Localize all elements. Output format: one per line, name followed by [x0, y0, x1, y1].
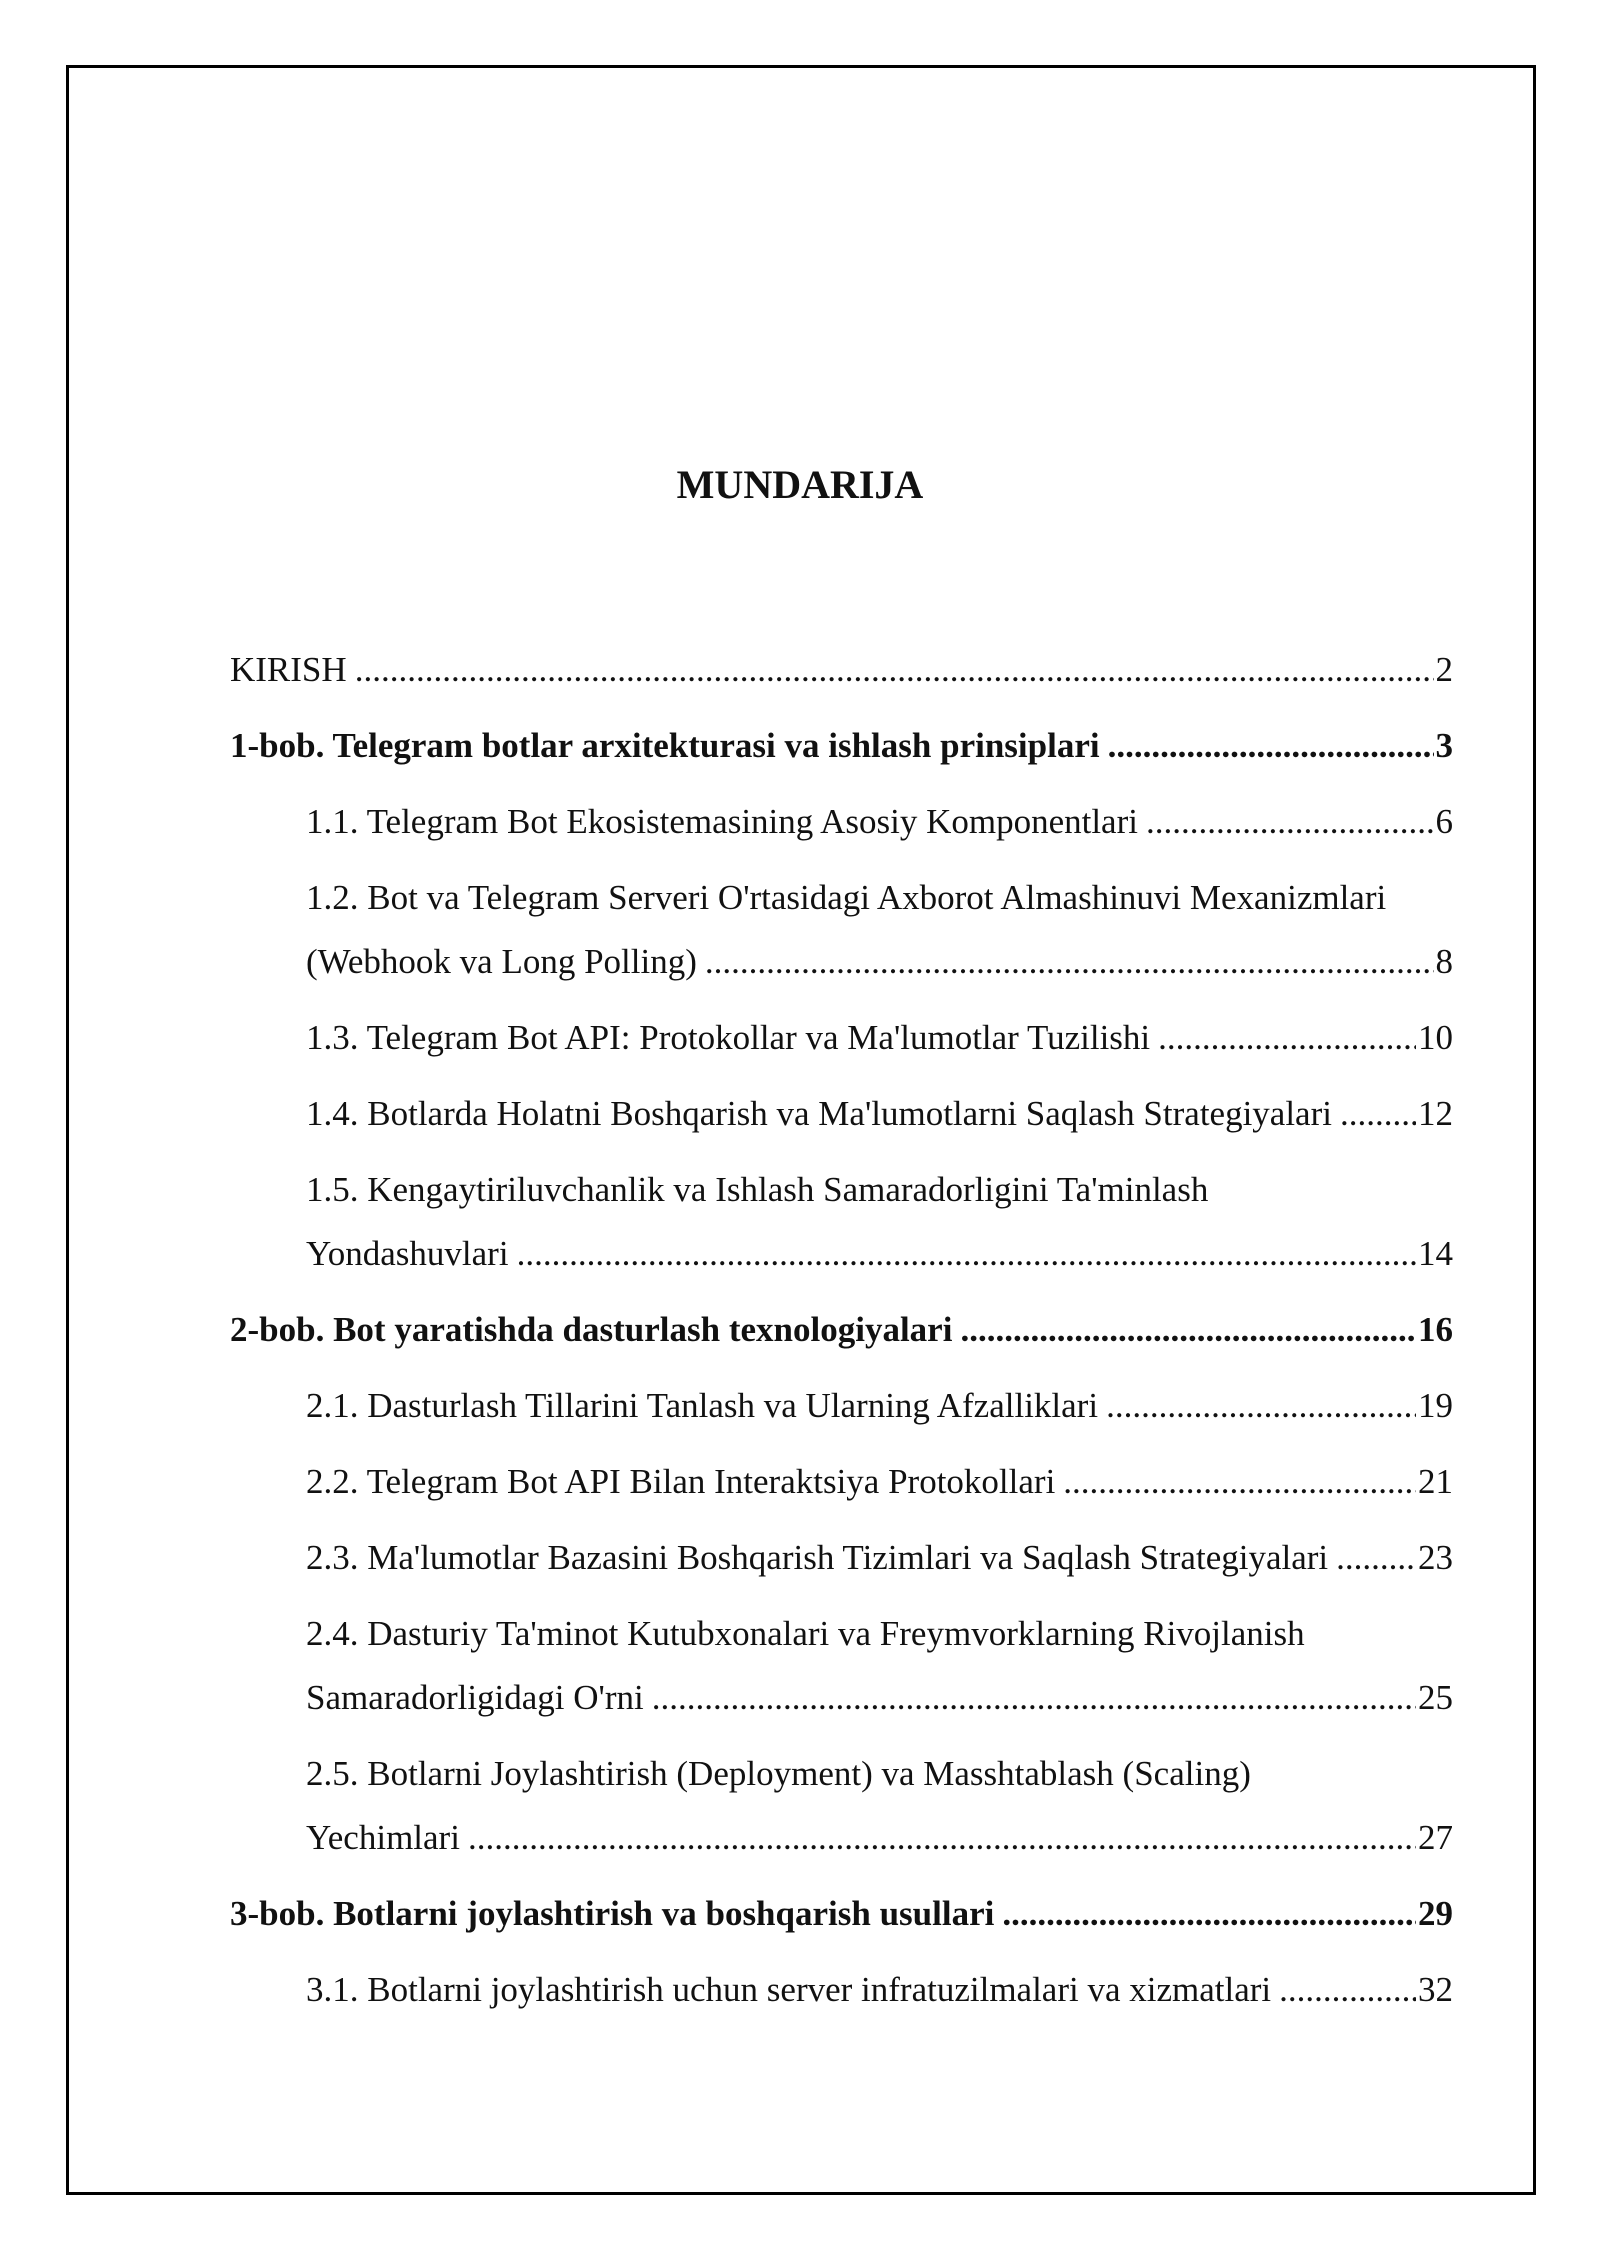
toc-entry-text: 2.2. Telegram Bot API Bilan Interaktsiya Protokollari: [306, 1462, 1056, 1501]
toc-entry-2-4[interactable]: [230, 1602, 1460, 1730]
toc-page-number: 12: [1418, 1094, 1453, 1133]
toc-page-number: 25: [1418, 1678, 1453, 1717]
toc-page-number: 27: [1418, 1818, 1453, 1857]
dot-leader: [960, 1298, 1416, 1362]
dot-leader: [1146, 790, 1434, 854]
toc-page-number: 14: [1418, 1234, 1453, 1273]
dot-leader: [355, 638, 1434, 702]
dot-leader: [1158, 1006, 1416, 1070]
toc-entry-text: KIRISH: [230, 650, 347, 689]
toc-entry-1-1[interactable]: [230, 790, 1460, 854]
toc-entry-text: Samaradorligidagi O'rni: [306, 1678, 644, 1717]
toc-entry-2-1[interactable]: [230, 1374, 1460, 1438]
dot-leader: [652, 1666, 1416, 1730]
toc-entry-1-2[interactable]: [230, 866, 1460, 994]
dot-leader: [517, 1222, 1416, 1286]
toc-entry-text: 2.1. Dasturlash Tillarini Tanlash va Ularning Afzalliklari: [306, 1386, 1099, 1425]
toc-page-number: 21: [1418, 1462, 1453, 1501]
toc-page-number: 10: [1418, 1018, 1453, 1057]
toc-entry-2-2[interactable]: [230, 1450, 1460, 1514]
toc-entry-chapter-2[interactable]: [230, 1298, 1460, 1362]
toc-entry-text-line1: 1.2. Bot va Telegram Serveri O'rtasidagi Axborot Almashinuvi Mexanizmlari: [306, 878, 1387, 917]
toc-entry-2-5[interactable]: [230, 1742, 1460, 1870]
dot-leader: [1063, 1450, 1416, 1514]
toc-page-number: 16: [1418, 1310, 1453, 1349]
dot-leader: [1002, 1882, 1416, 1946]
dot-leader: [1340, 1082, 1416, 1146]
toc-page-number: 3: [1435, 726, 1453, 765]
toc-entry-text: Yechimlari: [306, 1818, 460, 1857]
toc-entry-chapter-3[interactable]: [230, 1882, 1460, 1946]
dot-leader: [1108, 714, 1434, 778]
toc-entry-text: 3-bob. Botlarni joylashtirish va boshqarish usullari: [230, 1894, 995, 1933]
toc-page-number: 6: [1435, 802, 1453, 841]
toc-page-number: 8: [1435, 942, 1453, 981]
toc-entry-text: 1-bob. Telegram botlar arxitekturasi va ishlash prinsiplari: [230, 726, 1100, 765]
toc-entry-text-line1: 1.5. Kengaytiriluvchanlik va Ishlash Samaradorligini Ta'minlash: [306, 1170, 1209, 1209]
dot-leader: [1106, 1374, 1416, 1438]
toc-entry-text: 3.1. Botlarni joylashtirish uchun server infratuzilmalari va xizmatlari: [306, 1970, 1272, 2009]
toc-page-number: 2: [1435, 650, 1453, 689]
dot-leader: [1336, 1526, 1416, 1590]
toc-entry-chapter-1[interactable]: [230, 714, 1460, 778]
toc-page-number: 32: [1418, 1970, 1453, 2009]
toc-entry-text: 2.3. Ma'lumotlar Bazasini Boshqarish Tizimlari va Saqlash Strategiyalari: [306, 1538, 1329, 1577]
toc-page-number: 19: [1418, 1386, 1453, 1425]
toc-entry-kirish[interactable]: [230, 638, 1460, 702]
toc-entry-text: Yondashuvlari: [306, 1234, 509, 1273]
toc-entry-text: 1.3. Telegram Bot API: Protokollar va Ma'lumotlar Tuzilishi: [306, 1018, 1151, 1057]
toc-entry-1-5[interactable]: [230, 1158, 1460, 1286]
toc-entry-text: (Webhook va Long Polling): [306, 942, 697, 981]
toc-entry-1-3[interactable]: [230, 1006, 1460, 1070]
dot-leader: [705, 930, 1434, 994]
toc-entry-text: 1.4. Botlarda Holatni Boshqarish va Ma'lumotlarni Saqlash Strategiyalari: [306, 1094, 1332, 1133]
toc-entry-2-3[interactable]: [230, 1526, 1460, 1590]
toc-page-number: 23: [1418, 1538, 1453, 1577]
toc-entry-text-line1: 2.4. Dasturiy Ta'minot Kutubxonalari va Freymvorklarning Rivojlanish: [306, 1614, 1305, 1653]
toc-entry-1-4[interactable]: [230, 1082, 1460, 1146]
toc-entry-text: 2-bob. Bot yaratishda dasturlash texnologiyalari: [230, 1310, 953, 1349]
dot-leader: [468, 1806, 1416, 1870]
dot-leader: [1279, 1958, 1416, 2022]
toc-entry-3-1[interactable]: [230, 1958, 1460, 2022]
page-title: MUNDARIJA: [676, 462, 924, 507]
toc-page-number: 29: [1418, 1894, 1453, 1933]
toc-entry-text-line1: 2.5. Botlarni Joylashtirish (Deployment) va Masshtablash (Scaling): [306, 1754, 1251, 1793]
toc-entry-text: 1.1. Telegram Bot Ekosistemasining Asosiy Komponentlari: [306, 802, 1138, 841]
table-of-contents: [230, 638, 1460, 2022]
